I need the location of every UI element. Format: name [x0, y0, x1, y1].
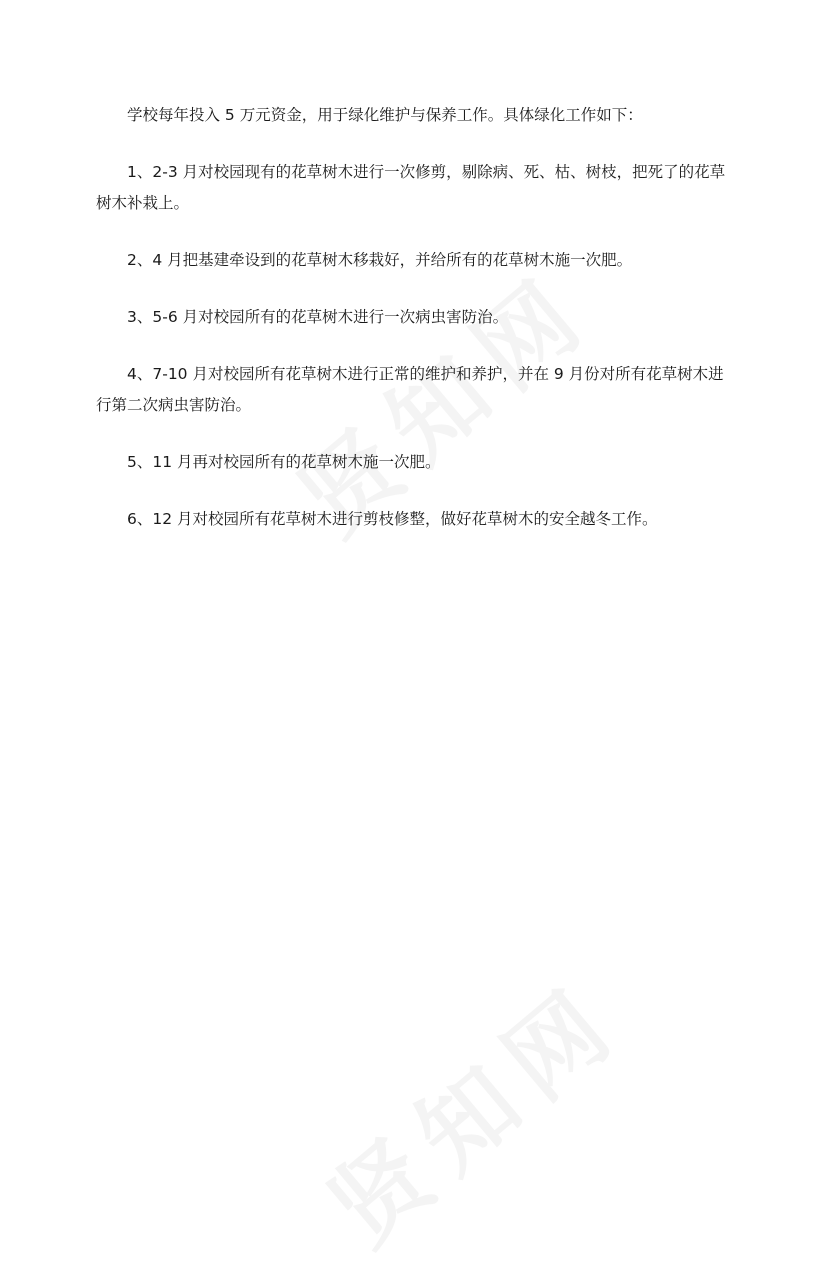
list-item: 4、7-10 月对校园所有花草树木进行正常的维护和养护，并在 9 月份对所有花草树木进行第二次病虫害防治。 [96, 365, 724, 414]
watermark-bottom [296, 946, 646, 1271]
list-item: 6、12 月对校园所有花草树木进行剪枝修整，做好花草树木的安全越冬工作。 [127, 510, 658, 528]
list-item: 2、4 月把基建牵设到的花草树木移栽好，并给所有的花草树木施一次肥。 [127, 251, 633, 269]
list-item: 1、2-3 月对校园现有的花草树木进行一次修剪，剔除病、死、枯、树枝，把死了的花草树木补栽上。 [96, 163, 726, 212]
document-body [96, 100, 736, 561]
list-item: 5、11 月再对校园所有的花草树木施一次肥。 [127, 453, 441, 471]
list-item: 3、5-6 月对校园所有的花草树木进行一次病虫害防治。 [127, 308, 509, 326]
intro-paragraph: 学校每年投入 5 万元资金，用于绿化维护与保养工作。具体绿化工作如下： [127, 106, 643, 124]
